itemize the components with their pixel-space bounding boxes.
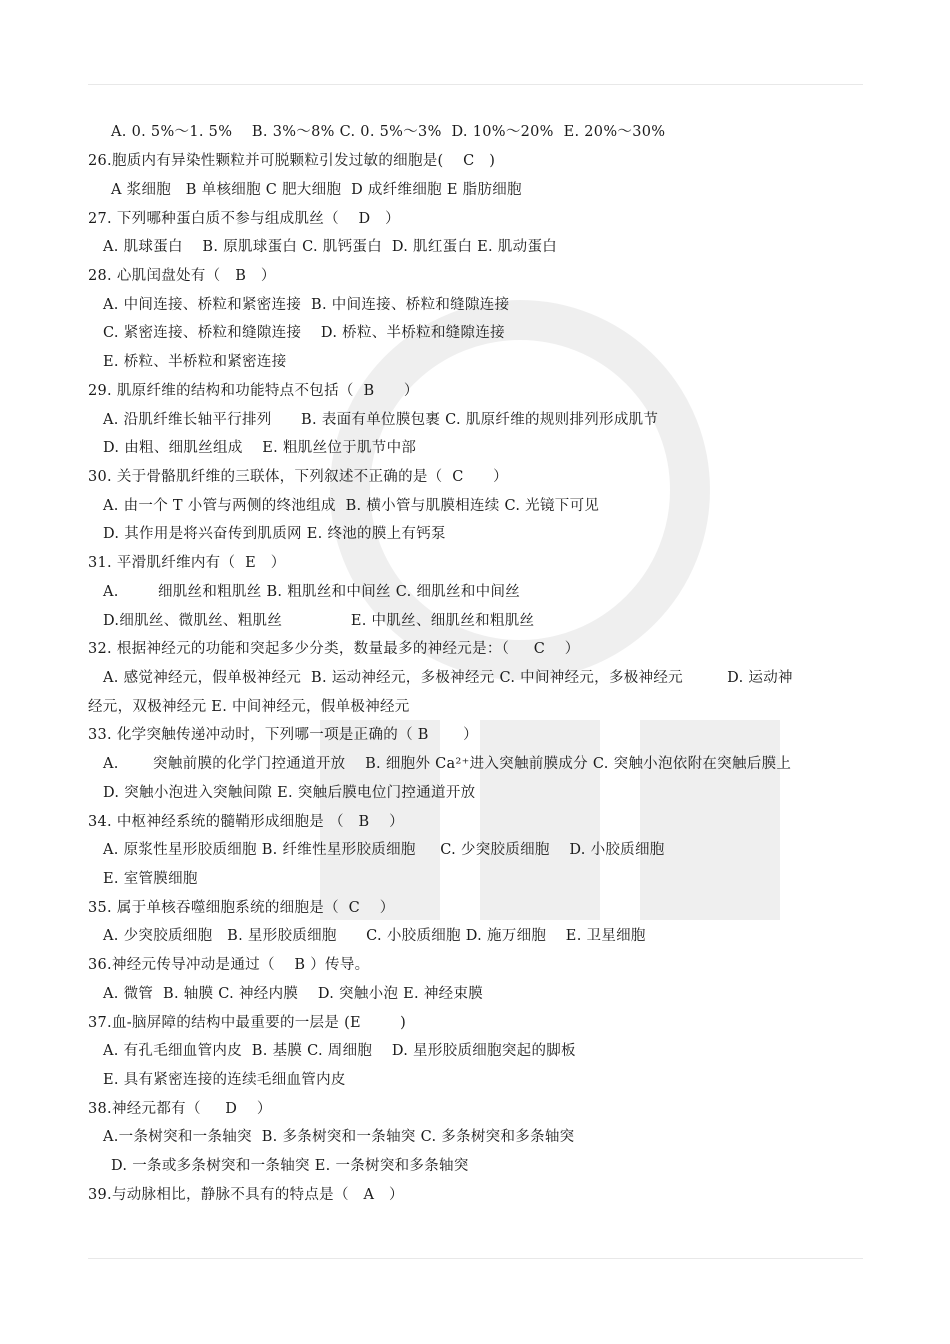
- option-line: A. 肌球蛋白 B. 原肌球蛋白 C. 肌钙蛋白 D. 肌红蛋白 E. 肌动蛋白: [103, 239, 558, 255]
- option-line: C. 紧密连接、桥粒和缝隙连接 D. 桥粒、半桥粒和缝隙连接: [103, 325, 505, 341]
- option-line: A. 感觉神经元，假单极神经元 B. 运动神经元，多极神经元 C. 中间神经元，多极神经元 D. 运动神: [103, 670, 793, 686]
- question-30: 30. 关于骨骼肌纤维的三联体，下列叙述不正确的是（ C ）: [88, 469, 508, 485]
- option-line: A. 0. 5%～1. 5% B. 3%～8% C. 0. 5%～3% D. 10%～20% E. 20%～30%: [111, 124, 666, 140]
- question-34: 34. 中枢神经系统的髓鞘形成细胞是 （ B ）: [88, 814, 404, 830]
- question-28: 28. 心肌闰盘处有（ B ）: [88, 268, 276, 284]
- option-line: E. 室管膜细胞: [103, 871, 198, 887]
- option-line: A. 少突胶质细胞 B. 星形胶质细胞 C. 小胶质细胞 D. 施万细胞 E. 卫星细胞: [103, 928, 646, 944]
- question-38: 38.神经元都有（ D ）: [88, 1101, 272, 1117]
- question-35: 35. 属于单核吞噬细胞系统的细胞是（ C ）: [88, 900, 395, 916]
- option-line: D.细肌丝、微肌丝、粗肌丝 E. 中肌丝、细肌丝和粗肌丝: [103, 613, 535, 629]
- option-line: A. 突触前膜的化学门控通道开放 B. 细胞外 Ca²⁺进入突触前膜成分 C. 突触小泡依附在突触后膜上: [103, 756, 792, 772]
- question-27: 27. 下列哪种蛋白质不参与组成肌丝（ D ）: [88, 211, 400, 227]
- option-line: A 浆细胞 B 单核细胞 C 肥大细胞 D 成纤维细胞 E 脂肪细胞: [111, 182, 522, 198]
- option-line: D. 其作用是将兴奋传到肌质网 E. 终池的膜上有钙泵: [103, 526, 446, 542]
- question-33: 33. 化学突触传递冲动时，下列哪一项是正确的（ B ）: [88, 727, 478, 743]
- question-36: 36.神经元传导冲动是通过（ B ）传导。: [88, 957, 370, 973]
- option-line: A.一条树突和一条轴突 B. 多条树突和一条轴突 C. 多条树突和多条轴突: [103, 1129, 575, 1145]
- question-32: 32. 根据神经元的功能和突起多少分类，数量最多的神经元是：（ C ）: [88, 641, 580, 657]
- option-line: E. 桥粒、半桥粒和紧密连接: [103, 354, 287, 370]
- header-rule: [88, 84, 863, 85]
- option-line: D. 一条或多条树突和一条轴突 E. 一条树突和多条轴突: [111, 1158, 469, 1174]
- option-line: A. 有孔毛细血管内皮 B. 基膜 C. 周细胞 D. 星形胶质细胞突起的脚板: [103, 1043, 576, 1059]
- question-26: 26.胞质内有异染性颗粒并可脱颗粒引发过敏的细胞是( C ): [88, 153, 496, 169]
- option-line: A. 由一个 T 小管与两侧的终池组成 B. 横小管与肌膜相连续 C. 光镜下可见: [103, 498, 600, 514]
- footer-rule: [88, 1258, 863, 1259]
- question-31: 31. 平滑肌纤维内有（ E ）: [88, 555, 286, 571]
- option-line: A. 中间连接、桥粒和紧密连接 B. 中间连接、桥粒和缝隙连接: [103, 297, 510, 313]
- option-line: E. 具有紧密连接的连续毛细血管内皮: [103, 1072, 346, 1088]
- option-line: A. 原浆性星形胶质细胞 B. 纤维性星形胶质细胞 C. 少突胶质细胞 D. 小胶质细胞: [103, 842, 665, 858]
- option-line: A. 细肌丝和粗肌丝 B. 粗肌丝和中间丝 C. 细肌丝和中间丝: [103, 584, 521, 600]
- option-line: 经元，双极神经元 E. 中间神经元，假单极神经元: [88, 699, 410, 715]
- question-37: 37.血-脑屏障的结构中最重要的一层是 (E ): [88, 1015, 407, 1031]
- option-line: A. 沿肌纤维长轴平行排列 B. 表面有单位膜包裹 C. 肌原纤维的规则排列形成肌节: [103, 412, 659, 428]
- option-line: D. 由粗、细肌丝组成 E. 粗肌丝位于肌节中部: [103, 440, 417, 456]
- question-39: 39.与动脉相比，静脉不具有的特点是（ A ）: [88, 1187, 404, 1203]
- option-line: A. 微管 B. 轴膜 C. 神经内膜 D. 突触小泡 E. 神经束膜: [103, 986, 484, 1002]
- question-29: 29. 肌原纤维的结构和功能特点不包括（ B ）: [88, 383, 419, 399]
- option-line: D. 突触小泡进入突触间隙 E. 突触后膜电位门控通道开放: [103, 785, 476, 801]
